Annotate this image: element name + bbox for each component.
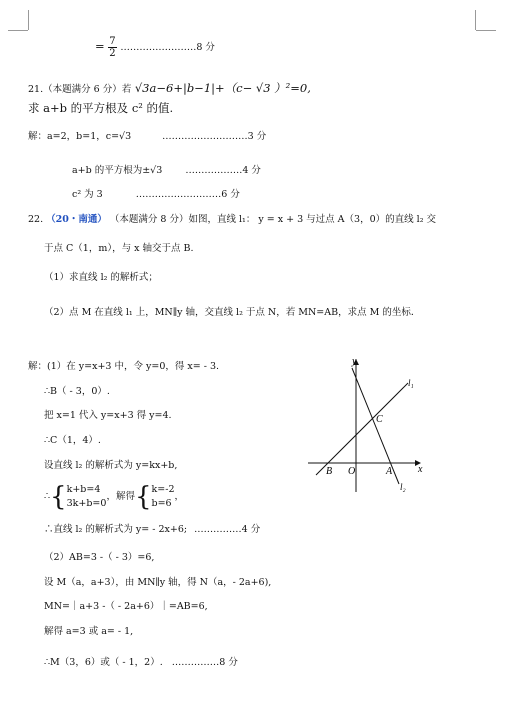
solution-22-step12: ∴M（3，6）或（ - 1，2）. ……………8 分 (44, 657, 238, 668)
label-l1: l₁ (408, 378, 414, 388)
solution-21-line1: 解：a=2，b=1，c=√3 ………………………3 分 (28, 131, 267, 142)
label-O: O (348, 466, 356, 477)
crop-mark-left-h (8, 30, 28, 31)
question-22-line2: 于点 C（1，m），与 x 轴交于点 B. (44, 243, 194, 254)
solution-21-line2: a+b 的平方根为±√3 ………………4 分 (72, 165, 261, 176)
solution-22-step5: 设直线 l₂ 的解析式为 y=kx+b, (44, 460, 178, 471)
question-21-line2: 求 a+b 的平方根及 c² 的值. (28, 101, 174, 115)
label-C: C (376, 414, 383, 425)
label-A: A (386, 466, 393, 477)
fraction: $\frac{7}{2}$ (109, 35, 116, 59)
label-l2: l₂ (400, 482, 406, 492)
label-y: y (352, 356, 357, 367)
line-l1 (316, 383, 408, 475)
label-B: B (326, 466, 333, 477)
crop-mark-left-v (28, 10, 29, 30)
solution-22-step4: ∴C（1，4）. (44, 435, 101, 446)
solution-22-step11: 解得 a=3 或 a= - 1, (44, 626, 134, 637)
question-21: 21.（本题满分 6 分）若 √3a−6+|b−1|+（c− √3 ）²=0, (28, 81, 311, 95)
solution-22-step3: 把 x=1 代入 y=x+3 得 y=4. (44, 410, 172, 421)
question-22-part1: （1）求直线 l₂ 的解析式； (44, 272, 158, 283)
question-22: 22. （20・南通） （本题满分 8 分）如图，直线 l₁： y = x + 3 与过点 A（3，0）的直线 l₂ 交 (28, 214, 437, 225)
question-22-part2: （2）点 M 在直线 l₁ 上，MN∥y 轴，交直线 l₂ 于点 N，若 MN=AB，求点 M 的坐标． (44, 307, 421, 318)
solution-22-step8: （2）AB=3 -（ - 3）=6, (44, 552, 155, 563)
solution-21-line3: c² 为 3 ………………………6 分 (72, 189, 240, 200)
coordinate-figure (300, 350, 430, 500)
crop-mark-right-h (476, 30, 496, 31)
fraction-line: = $\frac{7}{2}$ ……………………8 分 (95, 35, 215, 59)
label-x: x (418, 464, 423, 475)
solution-22-step9: 设 M（a，a+3），由 MN∥y 轴，得 N（a，- 2a+6), (44, 577, 272, 588)
solution-22-step1: 解：(1）在 y=x+3 中，令 y=0，得 x= - 3. (28, 361, 220, 372)
solution-22-step7: ∴直线 l₂ 的解析式为 y= - 2x+6; ……………4 分 (44, 524, 261, 535)
solution-22-step10: MN=｜a+3 -（ - 2a+6）｜=AB=6, (44, 601, 208, 612)
crop-mark-right-v (475, 10, 476, 30)
solution-22-system: ∴{k+b=4 3k+b=0，解得{k=-2 b=6， (44, 481, 185, 512)
solution-22-step2: ∴B（ - 3，0）. (44, 386, 110, 397)
